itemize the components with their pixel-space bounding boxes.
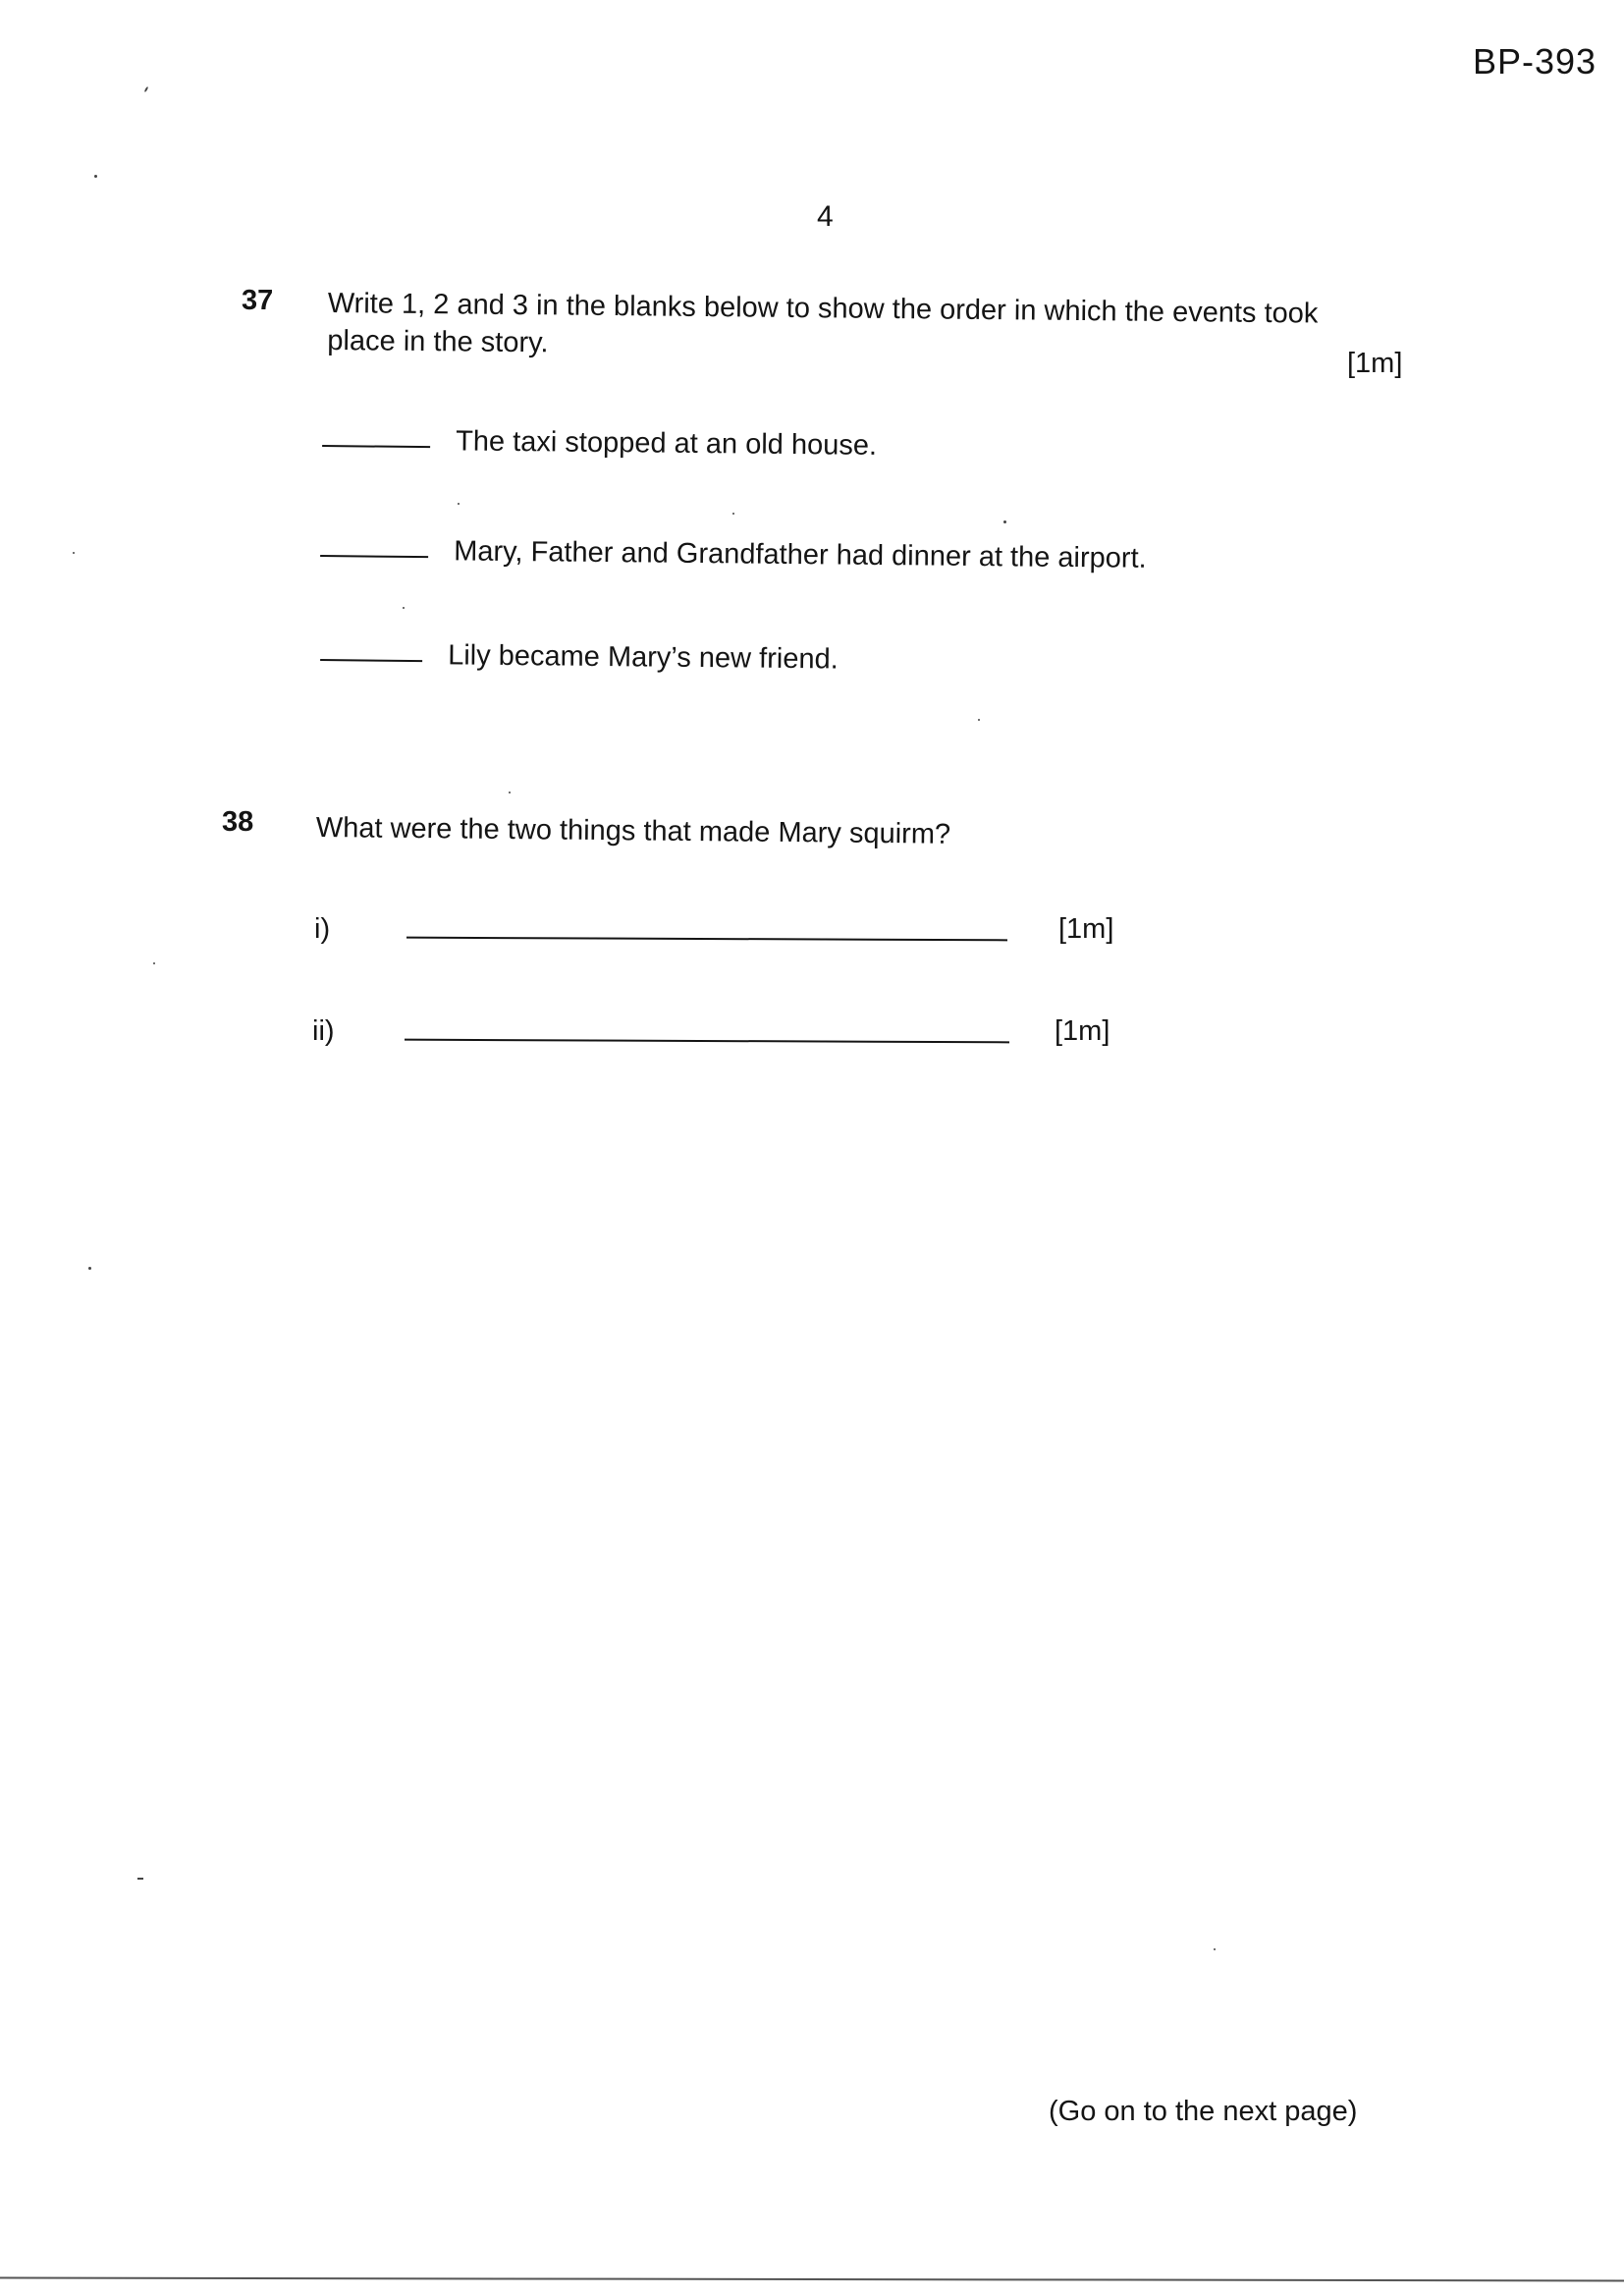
- order-blank-1[interactable]: [322, 444, 430, 448]
- event-item-3: [320, 638, 839, 677]
- question-38-prompt: What were the two things that made Mary squirm?: [315, 811, 951, 850]
- scan-speck: [403, 607, 405, 609]
- scan-speck: [732, 513, 734, 515]
- answer-label-2: ii): [312, 1015, 335, 1047]
- scan-speck: [1214, 1948, 1216, 1950]
- scan-speck: [458, 503, 460, 505]
- scan-speck: [73, 552, 75, 554]
- answer-row-1: [314, 913, 1113, 946]
- answer-row-2: [312, 1015, 1110, 1048]
- event-item-2: [320, 534, 1147, 575]
- scan-speck: [1003, 520, 1006, 523]
- scan-speck: [978, 719, 980, 721]
- answer-label-1: i): [314, 913, 331, 945]
- event-text-1: The taxi stopped at an old house.: [456, 425, 878, 462]
- answer-marks-1: [1m]: [1058, 913, 1114, 945]
- scan-speck: [509, 792, 511, 793]
- question-37-prompt: [327, 285, 1318, 370]
- event-text-3: Lily became Mary’s new friend.: [448, 639, 839, 676]
- question-38-number: 38: [222, 806, 254, 838]
- scan-speck: [153, 962, 155, 964]
- event-text-2: Mary, Father and Grandfather had dinner at the airport.: [454, 535, 1147, 574]
- answer-line-2[interactable]: [405, 1038, 1009, 1044]
- answer-line-1[interactable]: [406, 936, 1007, 942]
- question-37-number: 37: [242, 285, 274, 316]
- event-item-1: [322, 424, 877, 463]
- page-bottom-rule: [0, 2277, 1624, 2282]
- order-blank-2[interactable]: [320, 554, 428, 558]
- question-37-prompt-line-2: place in the story.: [327, 324, 549, 359]
- scan-speck: [88, 1267, 91, 1270]
- paper-code: BP-393: [1473, 41, 1597, 82]
- question-37-prompt-line-1: Write 1, 2 and 3 in the blanks below to show the order in which the events took: [327, 287, 1319, 330]
- order-blank-3[interactable]: [320, 658, 422, 662]
- answer-marks-2: [1m]: [1055, 1015, 1110, 1047]
- continue-note: (Go on to the next page): [1049, 2096, 1358, 2127]
- scan-speck: [94, 175, 97, 178]
- scan-speck: [144, 86, 149, 92]
- page-number: 4: [817, 200, 834, 233]
- scan-speck: [137, 1878, 143, 1880]
- question-37-marks: [1m]: [1347, 348, 1403, 379]
